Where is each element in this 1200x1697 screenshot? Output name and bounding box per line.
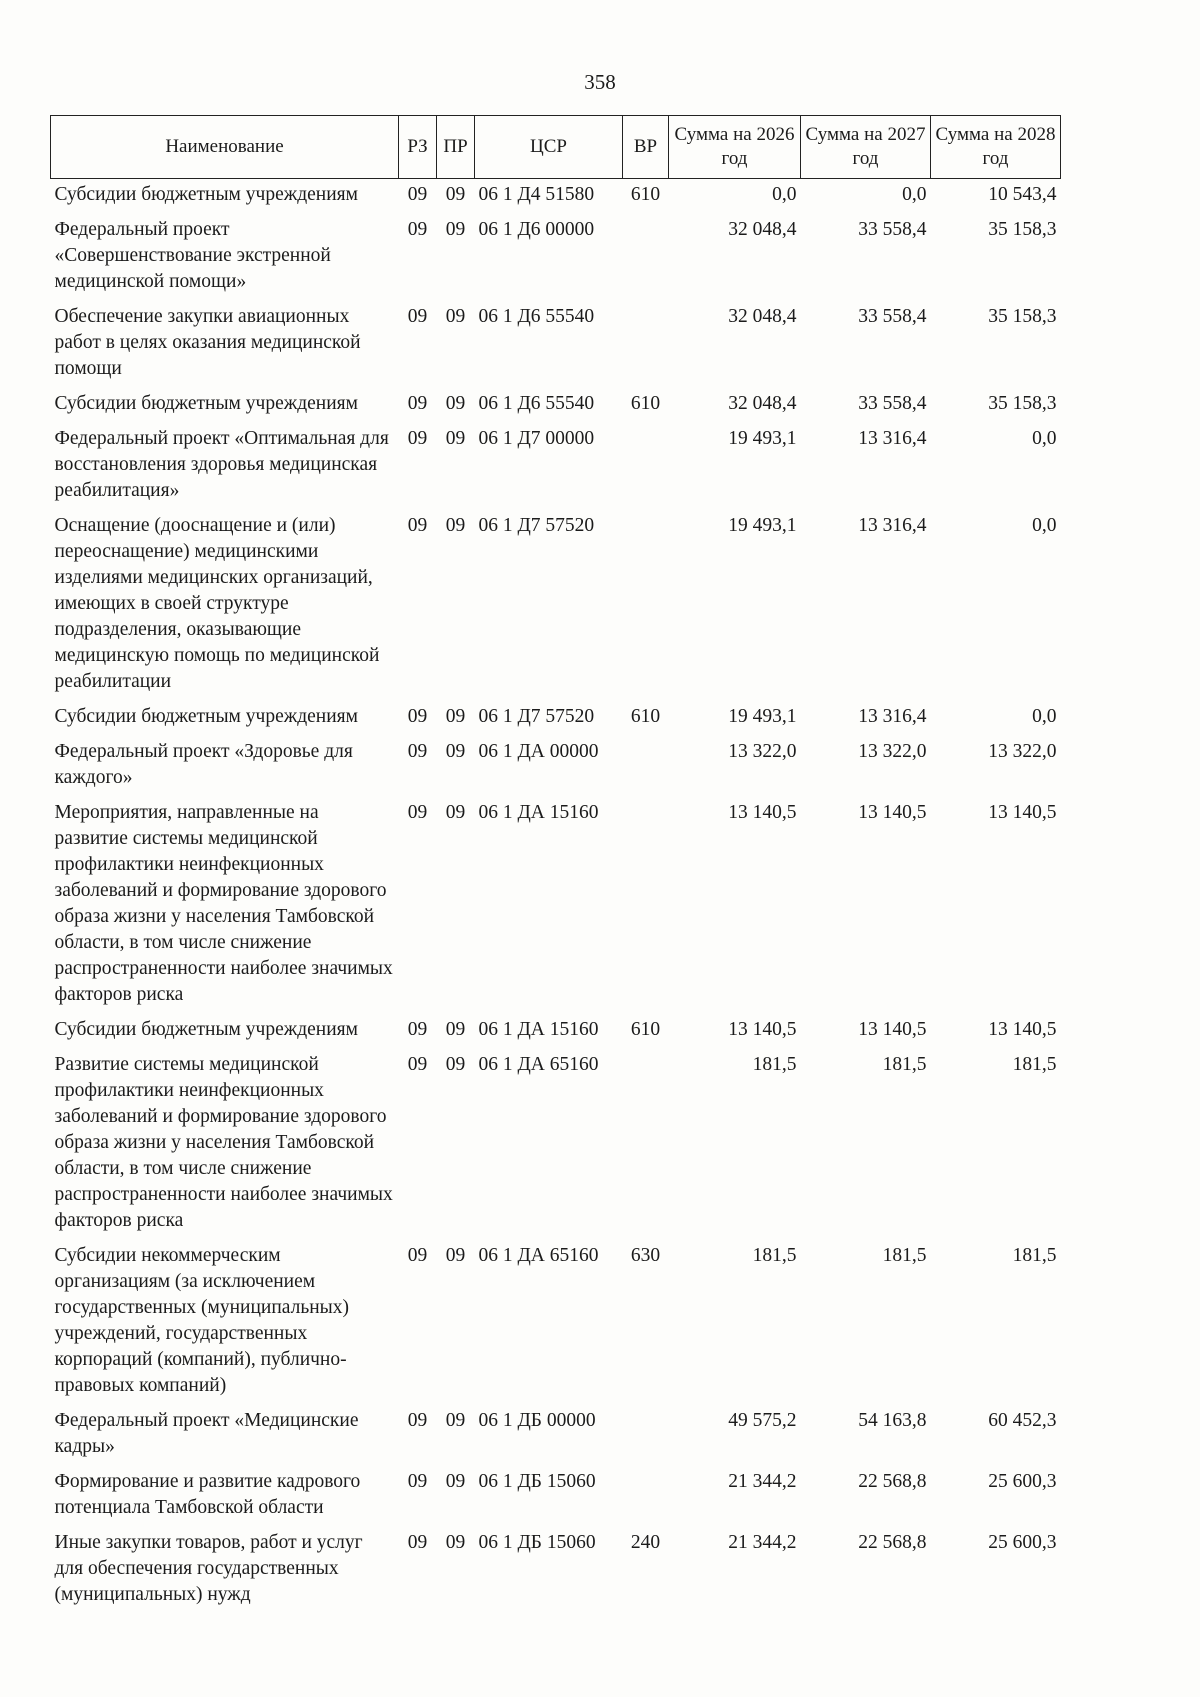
cell-rz: 09 <box>407 428 428 449</box>
cell-sum-2027: 13 316,4 <box>858 706 927 727</box>
cell-name: Развитие системы медицинской профилактики неинфекционных заболеваний и формирование здорового образа жизни у населения Тамбовской области, в том числе снижение распространенности наиболее значимых факторов риска <box>54 1054 393 1231</box>
cell-sum-2027: 22 568,8 <box>858 1471 927 1492</box>
cell-name: Иные закупки товаров, работ и услуг для обеспечения государственных (муниципальных) нужд <box>54 1532 363 1605</box>
cell-rz: 09 <box>407 1532 428 1553</box>
cell-rz: 09 <box>407 1245 428 1266</box>
cell-vr <box>623 301 669 388</box>
cell-pr: 09 <box>445 1410 466 1431</box>
cell-sum-2027: 13 140,5 <box>858 802 927 823</box>
table-row <box>51 797 1061 1014</box>
cell-vr: 610 <box>630 393 661 414</box>
cell-pr: 09 <box>445 1532 466 1553</box>
cell-rz: 09 <box>407 393 428 414</box>
cell-sum-2026: 49 575,2 <box>728 1410 797 1431</box>
cell-rz: 09 <box>407 306 428 327</box>
cell-vr <box>623 736 669 797</box>
cell-sum-2026: 19 493,1 <box>728 428 797 449</box>
cell-name: Федеральный проект «Медицинские кадры» <box>54 1410 359 1457</box>
cell-csr: 06 1 Д6 55540 <box>478 393 595 414</box>
cell-sum-2028: 10 543,4 <box>988 184 1057 205</box>
cell-pr: 09 <box>445 1245 466 1266</box>
cell-sum-2026: 181,5 <box>752 1245 797 1266</box>
cell-csr: 06 1 ДА 65160 <box>478 1245 599 1266</box>
table-row <box>51 1466 1061 1527</box>
cell-vr <box>623 1405 669 1466</box>
cell-sum-2028: 25 600,3 <box>988 1471 1057 1492</box>
cell-rz: 09 <box>407 802 428 823</box>
cell-sum-2027: 0,0 <box>902 184 927 205</box>
cell-sum-2027: 33 558,4 <box>858 393 927 414</box>
table-row <box>51 1527 1061 1614</box>
cell-vr <box>623 797 669 1014</box>
cell-pr: 09 <box>445 1019 466 1040</box>
cell-vr: 610 <box>630 1019 661 1040</box>
cell-csr: 06 1 Д4 51580 <box>478 184 595 205</box>
cell-sum-2027: 181,5 <box>882 1245 927 1266</box>
cell-sum-2026: 13 322,0 <box>728 741 797 762</box>
table-row <box>51 1014 1061 1049</box>
cell-sum-2026: 13 140,5 <box>728 1019 797 1040</box>
cell-name: Федеральный проект «Оптимальная для восстановления здоровья медицинская реабилитация» <box>54 428 389 501</box>
cell-sum-2028: 25 600,3 <box>988 1532 1057 1553</box>
cell-name: Субсидии бюджетным учреждениям <box>54 393 358 414</box>
table-row <box>51 214 1061 301</box>
cell-sum-2028: 60 452,3 <box>988 1410 1057 1431</box>
cell-name: Федеральный проект «Здоровье для каждого» <box>54 741 353 788</box>
cell-vr: 610 <box>630 706 661 727</box>
table-row <box>51 301 1061 388</box>
cell-sum-2026: 32 048,4 <box>728 219 797 240</box>
cell-name: Федеральный проект «Совершенствование экстренной медицинской помощи» <box>54 219 331 292</box>
cell-sum-2027: 13 316,4 <box>858 428 927 449</box>
header-csr: ЦСР <box>475 116 623 179</box>
cell-rz: 09 <box>407 219 428 240</box>
cell-sum-2027: 13 140,5 <box>858 1019 927 1040</box>
cell-sum-2026: 32 048,4 <box>728 306 797 327</box>
cell-sum-2027: 22 568,8 <box>858 1532 927 1553</box>
header-rz: РЗ <box>399 116 437 179</box>
cell-sum-2028: 181,5 <box>1012 1054 1057 1075</box>
header-sum-2027: Сумма на 2027 год <box>801 116 931 179</box>
cell-rz: 09 <box>407 184 428 205</box>
cell-pr: 09 <box>445 515 466 536</box>
cell-csr: 06 1 Д7 57520 <box>478 706 595 727</box>
cell-pr: 09 <box>445 802 466 823</box>
cell-sum-2027: 181,5 <box>882 1054 927 1075</box>
cell-sum-2026: 181,5 <box>752 1054 797 1075</box>
cell-rz: 09 <box>407 1471 428 1492</box>
table-row <box>51 423 1061 510</box>
cell-vr <box>623 1049 669 1240</box>
cell-csr: 06 1 Д7 57520 <box>478 515 595 536</box>
cell-name: Субсидии некоммерческим организациям (за исключением государственных (муниципальных) учреждений, государственных корпораций (компаний), публично-правовых компаний) <box>54 1245 350 1396</box>
table-row <box>51 1405 1061 1466</box>
cell-sum-2027: 33 558,4 <box>858 219 927 240</box>
cell-sum-2028: 181,5 <box>1012 1245 1057 1266</box>
header-vr: ВР <box>623 116 669 179</box>
cell-sum-2028: 13 140,5 <box>988 802 1057 823</box>
cell-sum-2028: 0,0 <box>1032 428 1057 449</box>
cell-csr: 06 1 ДА 15160 <box>478 802 599 823</box>
table-row <box>51 736 1061 797</box>
cell-sum-2027: 13 316,4 <box>858 515 927 536</box>
cell-vr <box>623 423 669 510</box>
cell-pr: 09 <box>445 393 466 414</box>
table-row <box>51 701 1061 736</box>
table-row <box>51 1240 1061 1405</box>
cell-sum-2026: 19 493,1 <box>728 706 797 727</box>
cell-csr: 06 1 ДА 65160 <box>478 1054 599 1075</box>
cell-sum-2026: 32 048,4 <box>728 393 797 414</box>
table-row <box>51 510 1061 701</box>
cell-csr: 06 1 Д6 55540 <box>478 306 595 327</box>
cell-rz: 09 <box>407 515 428 536</box>
cell-sum-2026: 19 493,1 <box>728 515 797 536</box>
cell-csr: 06 1 ДБ 00000 <box>478 1410 596 1431</box>
header-row <box>51 116 1061 179</box>
cell-sum-2027: 54 163,8 <box>858 1410 927 1431</box>
cell-vr <box>623 1466 669 1527</box>
cell-sum-2026: 0,0 <box>772 184 797 205</box>
cell-name: Обеспечение закупки авиационных работ в целях оказания медицинской помощи <box>54 306 361 379</box>
cell-pr: 09 <box>445 741 466 762</box>
cell-vr <box>623 510 669 701</box>
cell-sum-2028: 35 158,3 <box>988 219 1057 240</box>
cell-pr: 09 <box>445 428 466 449</box>
cell-sum-2028: 13 140,5 <box>988 1019 1057 1040</box>
budget-table <box>50 115 1061 1614</box>
cell-csr: 06 1 ДА 15160 <box>478 1019 599 1040</box>
cell-pr: 09 <box>445 706 466 727</box>
cell-name: Субсидии бюджетным учреждениям <box>54 706 358 727</box>
cell-csr: 06 1 ДБ 15060 <box>478 1471 596 1492</box>
cell-vr: 610 <box>630 184 661 205</box>
cell-rz: 09 <box>407 1019 428 1040</box>
cell-sum-2026: 21 344,2 <box>728 1532 797 1553</box>
cell-vr: 240 <box>630 1532 661 1553</box>
cell-csr: 06 1 Д6 00000 <box>478 219 595 240</box>
cell-csr: 06 1 ДБ 15060 <box>478 1532 596 1553</box>
cell-pr: 09 <box>445 1054 466 1075</box>
page-number: 358 <box>584 70 616 94</box>
cell-sum-2028: 13 322,0 <box>988 741 1057 762</box>
cell-pr: 09 <box>445 306 466 327</box>
cell-rz: 09 <box>407 1054 428 1075</box>
cell-name: Субсидии бюджетным учреждениям <box>54 1019 358 1040</box>
cell-sum-2028: 0,0 <box>1032 706 1057 727</box>
cell-name: Субсидии бюджетным учреждениям <box>54 184 358 205</box>
cell-name: Формирование и развитие кадрового потенциала Тамбовской области <box>54 1471 361 1518</box>
cell-name: Оснащение (дооснащение и (или) переоснащение) медицинскими изделиями медицинских организаций, имеющих в своей структуре подразделения, оказывающие медицинскую помощь по медицинской реабилитации <box>54 515 380 692</box>
header-sum-2026: Сумма на 2026 год <box>669 116 801 179</box>
cell-vr <box>623 214 669 301</box>
cell-sum-2026: 13 140,5 <box>728 802 797 823</box>
cell-sum-2027: 13 322,0 <box>858 741 927 762</box>
header-name: Наименование <box>51 116 399 179</box>
cell-vr: 630 <box>630 1245 661 1266</box>
cell-sum-2026: 21 344,2 <box>728 1471 797 1492</box>
cell-sum-2028: 35 158,3 <box>988 393 1057 414</box>
cell-rz: 09 <box>407 1410 428 1431</box>
cell-sum-2028: 35 158,3 <box>988 306 1057 327</box>
cell-pr: 09 <box>445 219 466 240</box>
cell-csr: 06 1 Д7 00000 <box>478 428 595 449</box>
cell-pr: 09 <box>445 184 466 205</box>
table-body <box>51 179 1061 1615</box>
header-pr: ПР <box>437 116 475 179</box>
cell-pr: 09 <box>445 1471 466 1492</box>
table-row <box>51 179 1061 215</box>
header-sum-2028: Сумма на 2028 год <box>931 116 1061 179</box>
cell-rz: 09 <box>407 741 428 762</box>
table-row <box>51 388 1061 423</box>
cell-name: Мероприятия, направленные на развитие системы медицинской профилактики неинфекционных заболеваний и формирование здорового образа жизни у населения Тамбовской области, в том числе снижение распространенности наиболее значимых факторов риска <box>54 802 393 1005</box>
table-row <box>51 1049 1061 1240</box>
cell-csr: 06 1 ДА 00000 <box>478 741 599 762</box>
cell-rz: 09 <box>407 706 428 727</box>
cell-sum-2027: 33 558,4 <box>858 306 927 327</box>
cell-sum-2028: 0,0 <box>1032 515 1057 536</box>
